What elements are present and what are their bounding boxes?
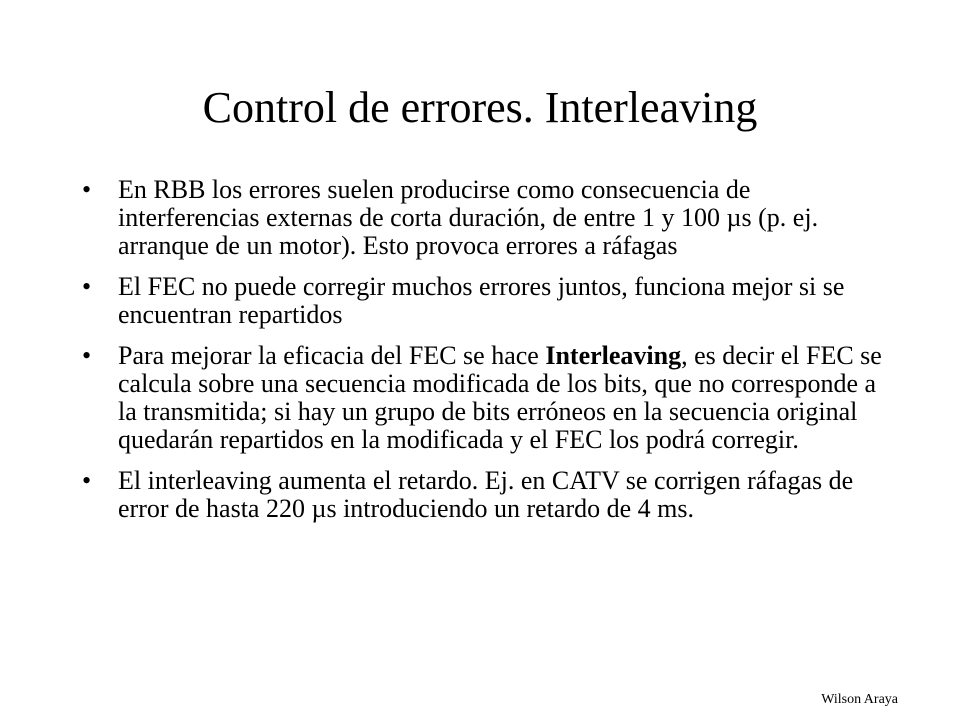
bullet-icon: • bbox=[82, 466, 92, 495]
bullet-item bbox=[82, 176, 892, 260]
bullet-text bbox=[118, 341, 882, 454]
bullet-emphasis: Interleaving bbox=[545, 341, 682, 370]
bullet-list bbox=[82, 176, 892, 536]
bullet-text-before: Para mejorar la eficacia del FEC se hace bbox=[118, 341, 546, 370]
bullet-item bbox=[82, 273, 892, 329]
bullet-icon: • bbox=[82, 341, 92, 370]
footer-author: Wilson Araya bbox=[821, 692, 898, 707]
bullet-item bbox=[82, 342, 892, 454]
bullet-text: En RBB los errores suelen producirse como consecuencia de interferencias externas de corta duración, de entre 1 y 100 µs (p. ej. arranque de un motor). Esto provoca errores a ráfagas bbox=[118, 175, 819, 260]
bullet-icon: • bbox=[82, 175, 92, 204]
bullet-item bbox=[82, 467, 892, 523]
bullet-text: El interleaving aumenta el retardo. Ej. en CATV se corrigen ráfagas de error de hasta 220 µs introduciendo un retardo de 4 ms. bbox=[118, 466, 854, 523]
bullet-text: El FEC no puede corregir muchos errores juntos, funciona mejor si se encuentran repartidos bbox=[118, 272, 845, 329]
bullet-icon: • bbox=[82, 272, 92, 301]
bullet-text-after: , es decir el FEC se calcula sobre una secuencia modificada de los bits, que no corresponde a la transmitida; si hay un grupo de bits erróneos en la secuencia original quedarán repartidos en la modificada y el FEC los podrá corregir. bbox=[118, 341, 882, 454]
slide-title: Control de errores. Interleaving bbox=[202, 83, 758, 132]
